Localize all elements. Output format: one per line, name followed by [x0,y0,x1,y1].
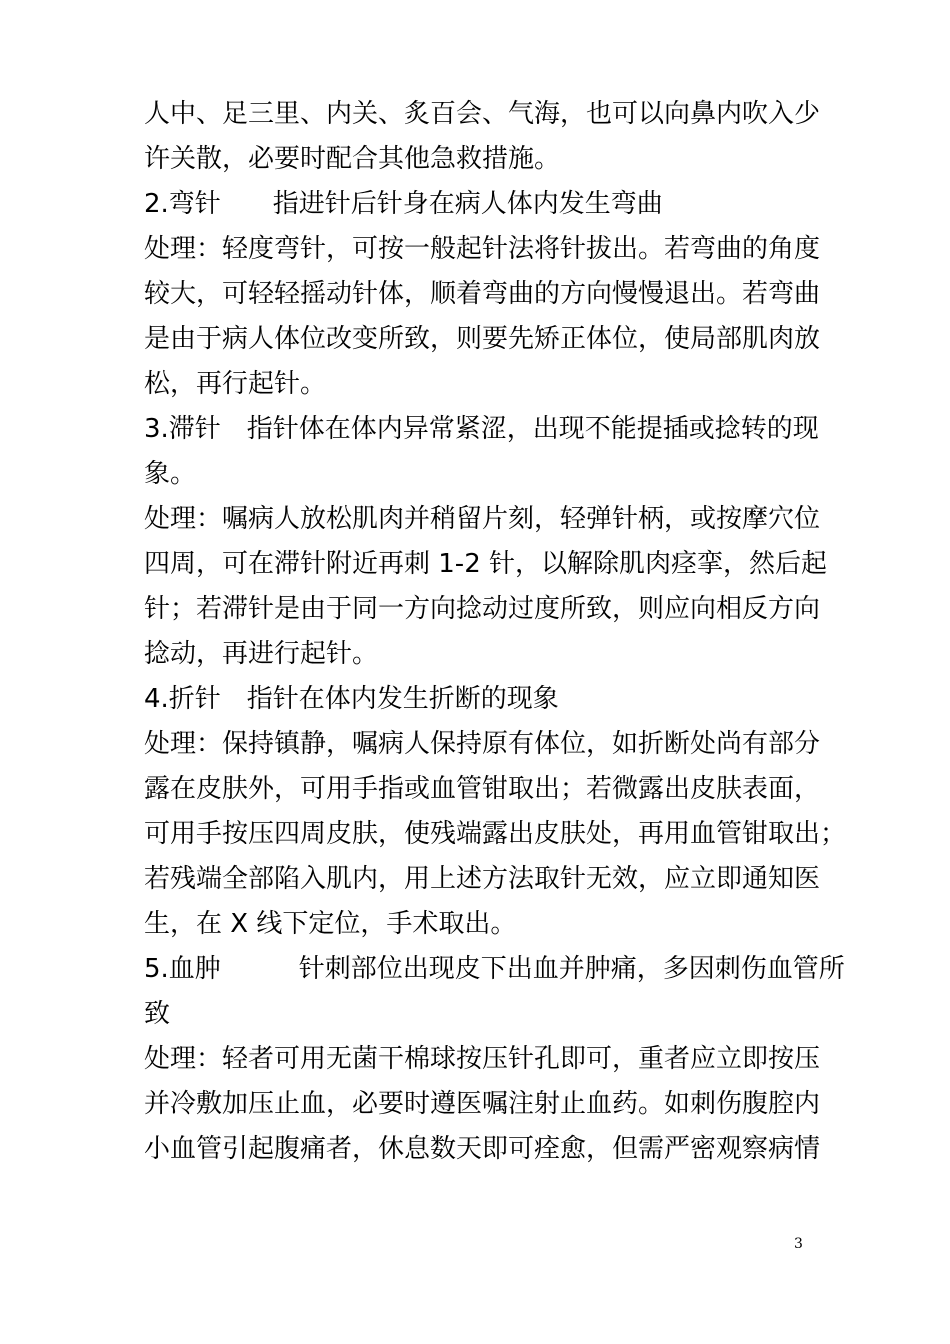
body-text [144,92,847,1172]
text-line: 致 [144,999,171,1029]
text-line: 露在皮肤外，可用手指或血管钳取出；若微露出皮肤表面， [144,774,821,804]
text-line: 针；若滞针是由于同一方向捻动过度所致，则应向相反方向 [144,594,821,624]
text-line: 处理：保持镇静，嘱病人保持原有体位，如折断处尚有部分 [144,729,821,759]
text-line: 处理：轻度弯针，可按一般起针法将针拔出。若弯曲的角度 [144,234,821,264]
section-heading-bent-needle: 2.弯针 指进针后针身在病人体内发生弯曲 [144,189,663,219]
text-line: 生，在 X 线下定位，手术取出。 [144,909,517,939]
section-heading-hematoma: 5.血肿 针刺部位出现皮下出血并肿痛，多因刺伤血管所 [144,954,845,984]
section-heading-stuck-needle: 3.滞针 指针体在体内异常紧涩，出现不能提插或捻转的现 [144,414,819,444]
section-heading-broken-needle: 4.折针 指针在体内发生折断的现象 [144,684,559,714]
text-line: 处理：嘱病人放松肌肉并稍留片刻，轻弹针柄，或按摩穴位 [144,504,821,534]
text-line: 并冷敷加压止血，必要时遵医嘱注射止血药。如刺伤腹腔内 [144,1089,821,1119]
text-line: 处理：轻者可用无菌干棉球按压针孔即可，重者应立即按压 [144,1044,821,1074]
text-line: 许关散，必要时配合其他急救措施。 [144,144,561,174]
text-line: 松，再行起针。 [144,369,327,399]
text-line: 是由于病人体位改变所致，则要先矫正体位，使局部肌肉放 [144,324,821,354]
page-number: 3 [794,1236,803,1252]
text-line: 象。 [144,459,197,489]
text-line: 捻动，再进行起针。 [144,639,379,669]
text-line: 可用手按压四周皮肤，使残端露出皮肤处，再用血管钳取出； [144,819,847,849]
text-line: 人中、足三里、内关、炙百会、气海，也可以向鼻内吹入少 [144,99,821,129]
text-line: 小血管引起腹痛者，休息数天即可痊愈，但需严密观察病情 [144,1134,821,1164]
text-line: 若残端全部陷入肌内，用上述方法取针无效，应立即通知医 [144,864,821,894]
text-line: 四周，可在滞针附近再刺 1-2 针，以解除肌肉痉挛，然后起 [144,549,827,579]
text-line: 较大，可轻轻摇动针体，顺着弯曲的方向慢慢退出。若弯曲 [144,279,821,309]
